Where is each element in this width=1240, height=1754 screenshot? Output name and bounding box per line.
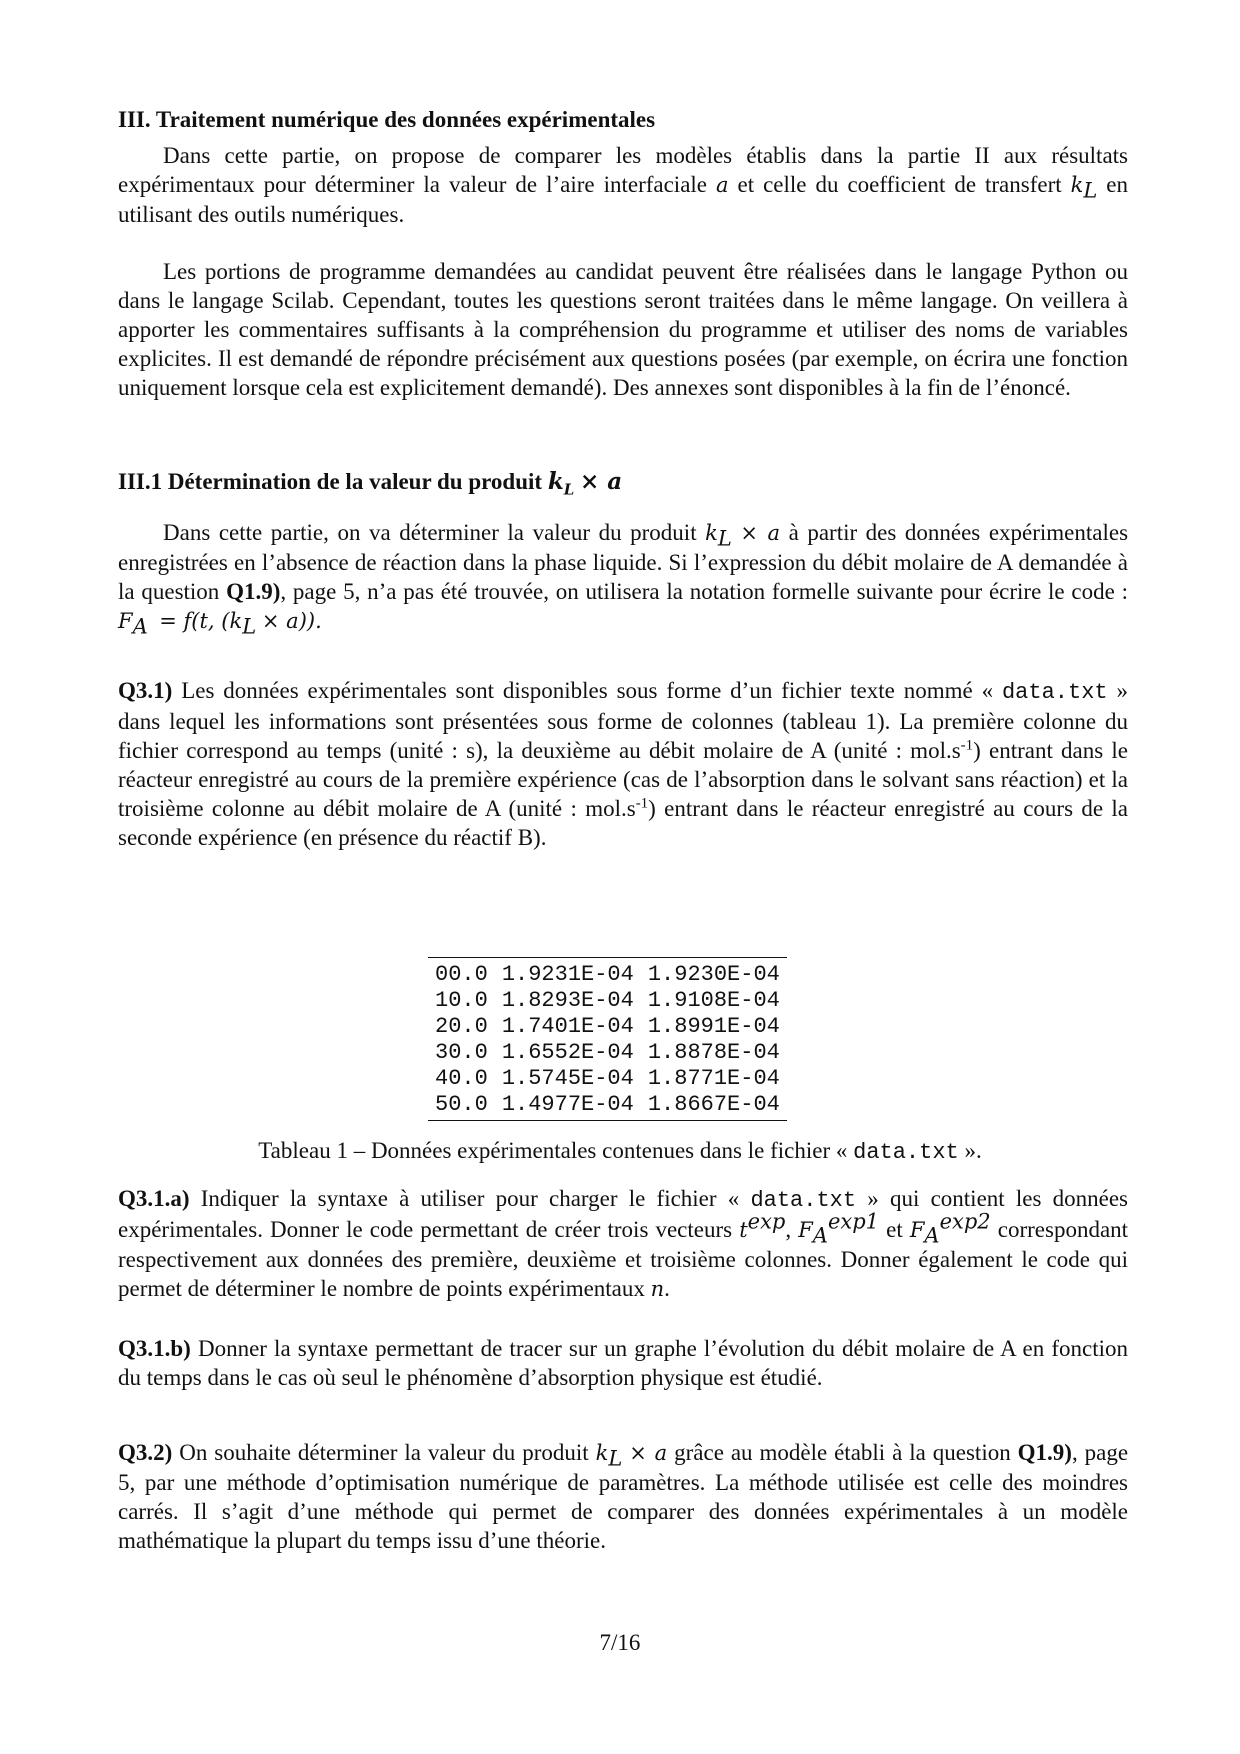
page-number: 7/16 bbox=[599, 1630, 641, 1655]
table-cell: 1.4977E-04 bbox=[501, 1092, 634, 1117]
table-cell: 00.0 bbox=[435, 962, 488, 987]
table-cell: 1.6552E-04 bbox=[501, 1040, 634, 1065]
table-cell: 1.8667E-04 bbox=[647, 1092, 780, 1117]
table-cell: 1.9108E-04 bbox=[647, 988, 780, 1013]
table-cell: 50.0 bbox=[435, 1092, 488, 1117]
subsection-title: III.1 Détermination de la valeur du produit $k_L \times a$ bbox=[118, 468, 623, 499]
table-cell: 1.8771E-04 bbox=[647, 1066, 780, 1091]
question-q3-1: Q3.1) Les données expérimentales sont disponibles sous forme d’un fichier texte nommé « data.txt » dans lequel les informations sont présentées sous forme de colonnes (tableau 1). La première colonne du fichier correspond au temps (unité : s), la deuxième au débit molaire de A (unité : $mol.s^{-1}$) entrant dans le réacteur enregistré au cours de la première expérience (cas de l’absorption dans le solvant sans réaction) et la troisième colonne au débit molaire de A (unité : $mol.s^{-1}$) entrant dans le réacteur enregistré au cours de la seconde expérience (en présence du réactif B). bbox=[118, 678, 1129, 850]
table-row bbox=[428, 1092, 787, 1121]
table-row bbox=[428, 988, 787, 1014]
table-row bbox=[428, 1014, 787, 1040]
table-cell: 20.0 bbox=[435, 1014, 488, 1039]
table-row bbox=[428, 1040, 787, 1066]
intro-paragraph-1: Dans cette partie, on propose de comparer les modèles établis dans la partie II aux résultats expérimentaux pour déterminer la valeur de l’aire interfaciale a et celle du coefficient de transfert $k_L$ en utilisant des outils numériques. bbox=[118, 143, 1129, 227]
subsection-paragraph: Dans cette partie, on va déterminer la valeur du produit $k_L \times a$ à partir des données expérimentales enregistrées en l’absence de réaction dans la phase liquide. Si l’expression du débit molaire de A demandée à la question Q1.9), page 5, n’a pas été trouvée, on utilisera la notation formelle suivante pour écrire le code : $F_A = f(t$, $(k_L \times a)$). bbox=[118, 520, 1129, 639]
table-cell: 1.9230E-04 bbox=[647, 962, 780, 987]
question-q3-2: Q3.2) On souhaite déterminer la valeur du produit $k_L \times a$ grâce au modèle établi à la question Q1.9), page 5, par une méthode d’optimisation numérique de paramètres. La méthode utilisée est celle des moindres carrés. Il s’agit d’une méthode qui permet de comparer des données expérimentales à un modèle mathématique la plupart du temps issu d’une théorie. bbox=[118, 1440, 1129, 1553]
table-cell: 1.7401E-04 bbox=[501, 1014, 634, 1039]
table-caption: Tableau 1 – Données expérimentales contenues dans le fichier « data.txt ». bbox=[258, 1138, 982, 1165]
data-table bbox=[428, 957, 787, 1121]
table-row bbox=[428, 958, 787, 989]
table-cell: 1.8293E-04 bbox=[501, 988, 634, 1013]
table-cell: 40.0 bbox=[435, 1066, 488, 1091]
table-cell: 1.8878E-04 bbox=[647, 1040, 780, 1065]
intro-paragraph-2: Les portions de programme demandées au candidat peuvent être réalisées dans le langage Python ou dans le langage Scilab. Cependant, toutes les questions seront traitées dans le même langage. On veillera à apporter les commentaires suffisants à la compréhension du programme et utiliser des noms de variables explicites. Il est demandé de répondre précisément aux questions posées (par exemple, on écrira une fonction uniquement lorsque cela est explicitement demandé). Des annexes sont disponibles à la fin de l’énoncé. bbox=[118, 259, 1128, 400]
table-row bbox=[428, 1066, 787, 1092]
section-title: III. Traitement numérique des données expérimentales bbox=[118, 107, 656, 132]
question-q3-1-a: Q3.1.a) Indiquer la syntaxe à utiliser pour charger le fichier « data.txt » qui contient les données expérimentales. Donner le code permettant de créer trois vecteurs $t^{exp}$, $F_A^{exp1}$ et $F_A^{exp2}$ correspondant respectivement aux données des première, deuxième et troisième colonnes. Donner également le code qui permet de déterminer le nombre de points expérimentaux n. bbox=[118, 1186, 1129, 1301]
table-cell: 1.9231E-04 bbox=[501, 962, 634, 987]
question-q3-1-b: Q3.1.b) Donner la syntaxe permettant de tracer sur un graphe l’évolution du débit molaire de A en fonction du temps dans le cas où seul le phénomène d’absorption physique est étudié. bbox=[118, 1336, 1129, 1390]
table-cell: 1.8991E-04 bbox=[647, 1014, 780, 1039]
table-cell: 10.0 bbox=[435, 988, 488, 1013]
table-cell: 1.5745E-04 bbox=[501, 1066, 634, 1091]
table-cell: 30.0 bbox=[435, 1040, 488, 1065]
